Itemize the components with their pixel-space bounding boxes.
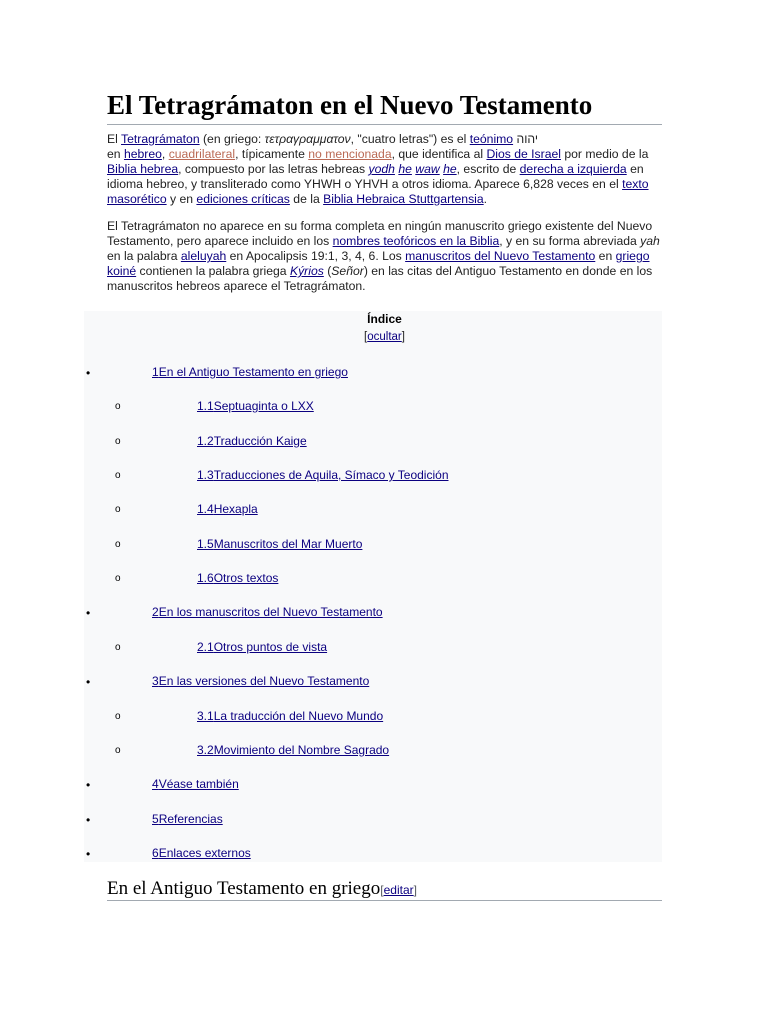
- toc-item-number: 1.5: [197, 537, 214, 551]
- toc-sub-bullet: o: [115, 504, 121, 515]
- toc-item-label: Enlaces externos: [158, 846, 251, 860]
- toc-item-1-2[interactable]: [197, 434, 307, 449]
- link-cuadrilateral[interactable]: cuadrilateral: [168, 147, 236, 161]
- link-derecha-a-izquierda[interactable]: derecha a izquierda: [519, 162, 627, 176]
- title-divider: [107, 124, 662, 125]
- intro-paragraph-1: El Tetragrámaton (en griego: τετραγραμματον, "cuatro letras") es el teónimo יהוה en hebreo, cuadrilateral, típicamente no mencionada, que identifica al Dios de Israel por medio de la Biblia hebrea, compuesto por las letras hebreas yodh he waw he, escrito de derecha a izquierda en idioma hebreo, y transliterado como YHWH o YHVH a otros idioma. Aparece 6,828 veces en el texto masorético y en ediciones críticas de la Biblia Hebraica Stuttgartensia.: [107, 132, 649, 206]
- toc-item-label: Hexapla: [213, 502, 258, 516]
- page-title: El Tetragrámaton en el Nuevo Testamento: [107, 90, 593, 120]
- toc-item-1-6[interactable]: [197, 571, 278, 586]
- toc-sub-bullet: o: [115, 539, 121, 550]
- toc-bullet: •: [86, 813, 91, 827]
- toc-item-4[interactable]: [152, 777, 239, 792]
- link-biblia-hebrea[interactable]: Biblia hebrea: [107, 162, 179, 176]
- toc-item-label: La traducción del Nuevo Mundo: [213, 709, 384, 723]
- toc-item-1-1[interactable]: [197, 399, 314, 414]
- link-texto-masoretico[interactable]: texto masorético: [107, 177, 649, 206]
- toc-item-2-1[interactable]: [197, 640, 327, 655]
- toc-item-label: Septuaginta o LXX: [213, 399, 314, 413]
- link-no-mencionada[interactable]: no mencionada: [308, 147, 392, 161]
- term-senor: Señor: [331, 264, 364, 278]
- link-yodh[interactable]: yodh: [368, 162, 395, 176]
- link-kyrios[interactable]: Kýrios: [289, 264, 324, 278]
- toc-item-1-3[interactable]: [197, 468, 449, 483]
- toc-sub-bullet: o: [115, 711, 121, 722]
- toc-item-number: 1.2: [197, 434, 214, 448]
- toc-sub-bullet: o: [115, 436, 121, 447]
- link-nombres-teoforicos[interactable]: nombres teofóricos en la Biblia: [332, 234, 500, 248]
- link-griego-koine[interactable]: griego koiné: [107, 249, 650, 278]
- toc-item-label: Otros puntos de vista: [213, 640, 328, 654]
- toc-item-number: 1.4: [197, 502, 214, 516]
- toc-item-3[interactable]: [152, 674, 369, 689]
- toc-item-number: 4: [152, 777, 159, 791]
- toc-bullet: •: [86, 847, 91, 861]
- toc-sub-bullet: o: [115, 642, 121, 653]
- toc-bullet: •: [86, 606, 91, 620]
- toc-item-label: En el Antiguo Testamento en griego: [158, 365, 348, 379]
- toc-sub-bullet: o: [115, 573, 121, 584]
- toc-bullet: •: [86, 675, 91, 689]
- link-teonimo[interactable]: teónimo: [469, 132, 514, 146]
- toc-item-3-2[interactable]: [197, 743, 389, 758]
- toc-item-6[interactable]: [152, 846, 251, 861]
- toc-sub-bullet: o: [115, 401, 121, 412]
- toc-sub-bullet: o: [115, 745, 121, 756]
- toc-item-label: Manuscritos del Mar Muerto: [213, 537, 363, 551]
- link-ediciones-criticas[interactable]: ediciones críticas: [196, 192, 290, 206]
- toc-bullet: •: [86, 778, 91, 792]
- edit-section: [editar]: [380, 883, 417, 897]
- toc-item-1-5[interactable]: [197, 537, 362, 552]
- intro-paragraph-2: El Tetragrámaton no aparece en su forma completa en ningún manuscrito griego existente del Nuevo Testamento, pero aparece incluido en los nombres teofóricos en la Biblia, y en su forma abreviada yah en la palabra aleluyah en Apocalipsis 19:1, 3, 4, 6. Los manuscritos del Nuevo Testamento en griego koiné contienen la palabra griega Kýrios (Señor) en las citas del Antiguo Testamento en donde en los manuscritos hebreos aparece el Tetragrámaton.: [107, 219, 660, 293]
- edit-section-link[interactable]: editar: [383, 883, 414, 897]
- link-he[interactable]: he: [398, 162, 412, 176]
- toc-item-number: 1.1: [197, 399, 214, 413]
- toc-item-number: 1.6: [197, 571, 214, 585]
- greek-term: τετραγραμματον: [264, 132, 351, 146]
- toc-item-number: 6: [152, 846, 159, 860]
- toc-item-label: Véase también: [158, 777, 239, 791]
- toc-item-5[interactable]: [152, 812, 223, 827]
- toc-item-label: En los manuscritos del Nuevo Testamento: [158, 605, 383, 619]
- toc-title: Índice: [367, 312, 402, 326]
- link-dios-de-israel[interactable]: Dios de Israel: [486, 147, 561, 161]
- toc-item-label: En las versiones del Nuevo Testamento: [158, 674, 370, 688]
- toc-item-label: Traducción Kaige: [213, 434, 307, 448]
- toc-item-label: Traducciones de Aquila, Símaco y Teodición: [213, 468, 449, 482]
- toc-toggle: [ocultar]: [364, 331, 405, 343]
- link-waw[interactable]: waw: [415, 162, 440, 176]
- toc-item-1[interactable]: [152, 365, 348, 380]
- link-manuscritos-nt[interactable]: manuscritos del Nuevo Testamento: [405, 249, 596, 263]
- toc-item-1-4[interactable]: [197, 502, 258, 517]
- link-hebreo[interactable]: hebreo: [123, 147, 162, 161]
- toc-item-label: Referencias: [158, 812, 223, 826]
- term-yah: yah: [640, 234, 660, 248]
- toc-item-number: 2.1: [197, 640, 214, 654]
- section-heading-antiguo-testamento: [107, 877, 662, 902]
- toc-item-number: 3.1: [197, 709, 214, 723]
- toc-item-number: 2: [152, 605, 159, 619]
- toc-item-3-1[interactable]: [197, 709, 383, 724]
- toc-item-number: 1.3: [197, 468, 214, 482]
- link-aleluyah[interactable]: aleluyah: [180, 249, 227, 263]
- toc-item-2[interactable]: [152, 605, 383, 620]
- toc-item-number: 5: [152, 812, 159, 826]
- toc-sub-bullet: o: [115, 470, 121, 481]
- toc-bullet: •: [86, 366, 91, 380]
- toc-hide-link[interactable]: ocultar: [367, 331, 402, 343]
- link-biblia-hebraica-stuttgartensia[interactable]: Biblia Hebraica Stuttgartensia: [323, 192, 484, 206]
- toc-item-number: 1: [152, 365, 159, 379]
- hebrew-term: יהוה: [513, 132, 539, 146]
- section-heading-text: En el Antiguo Testamento en griego: [107, 878, 381, 899]
- section-divider: [107, 900, 662, 901]
- toc-item-label: Otros textos: [213, 571, 279, 585]
- toc-item-number: 3.2: [197, 743, 214, 757]
- link-tetragramaton[interactable]: Tetragrámaton: [121, 132, 200, 146]
- toc-item-label: Movimiento del Nombre Sagrado: [213, 743, 390, 757]
- link-he-2[interactable]: he: [443, 162, 457, 176]
- toc-item-number: 3: [152, 674, 159, 688]
